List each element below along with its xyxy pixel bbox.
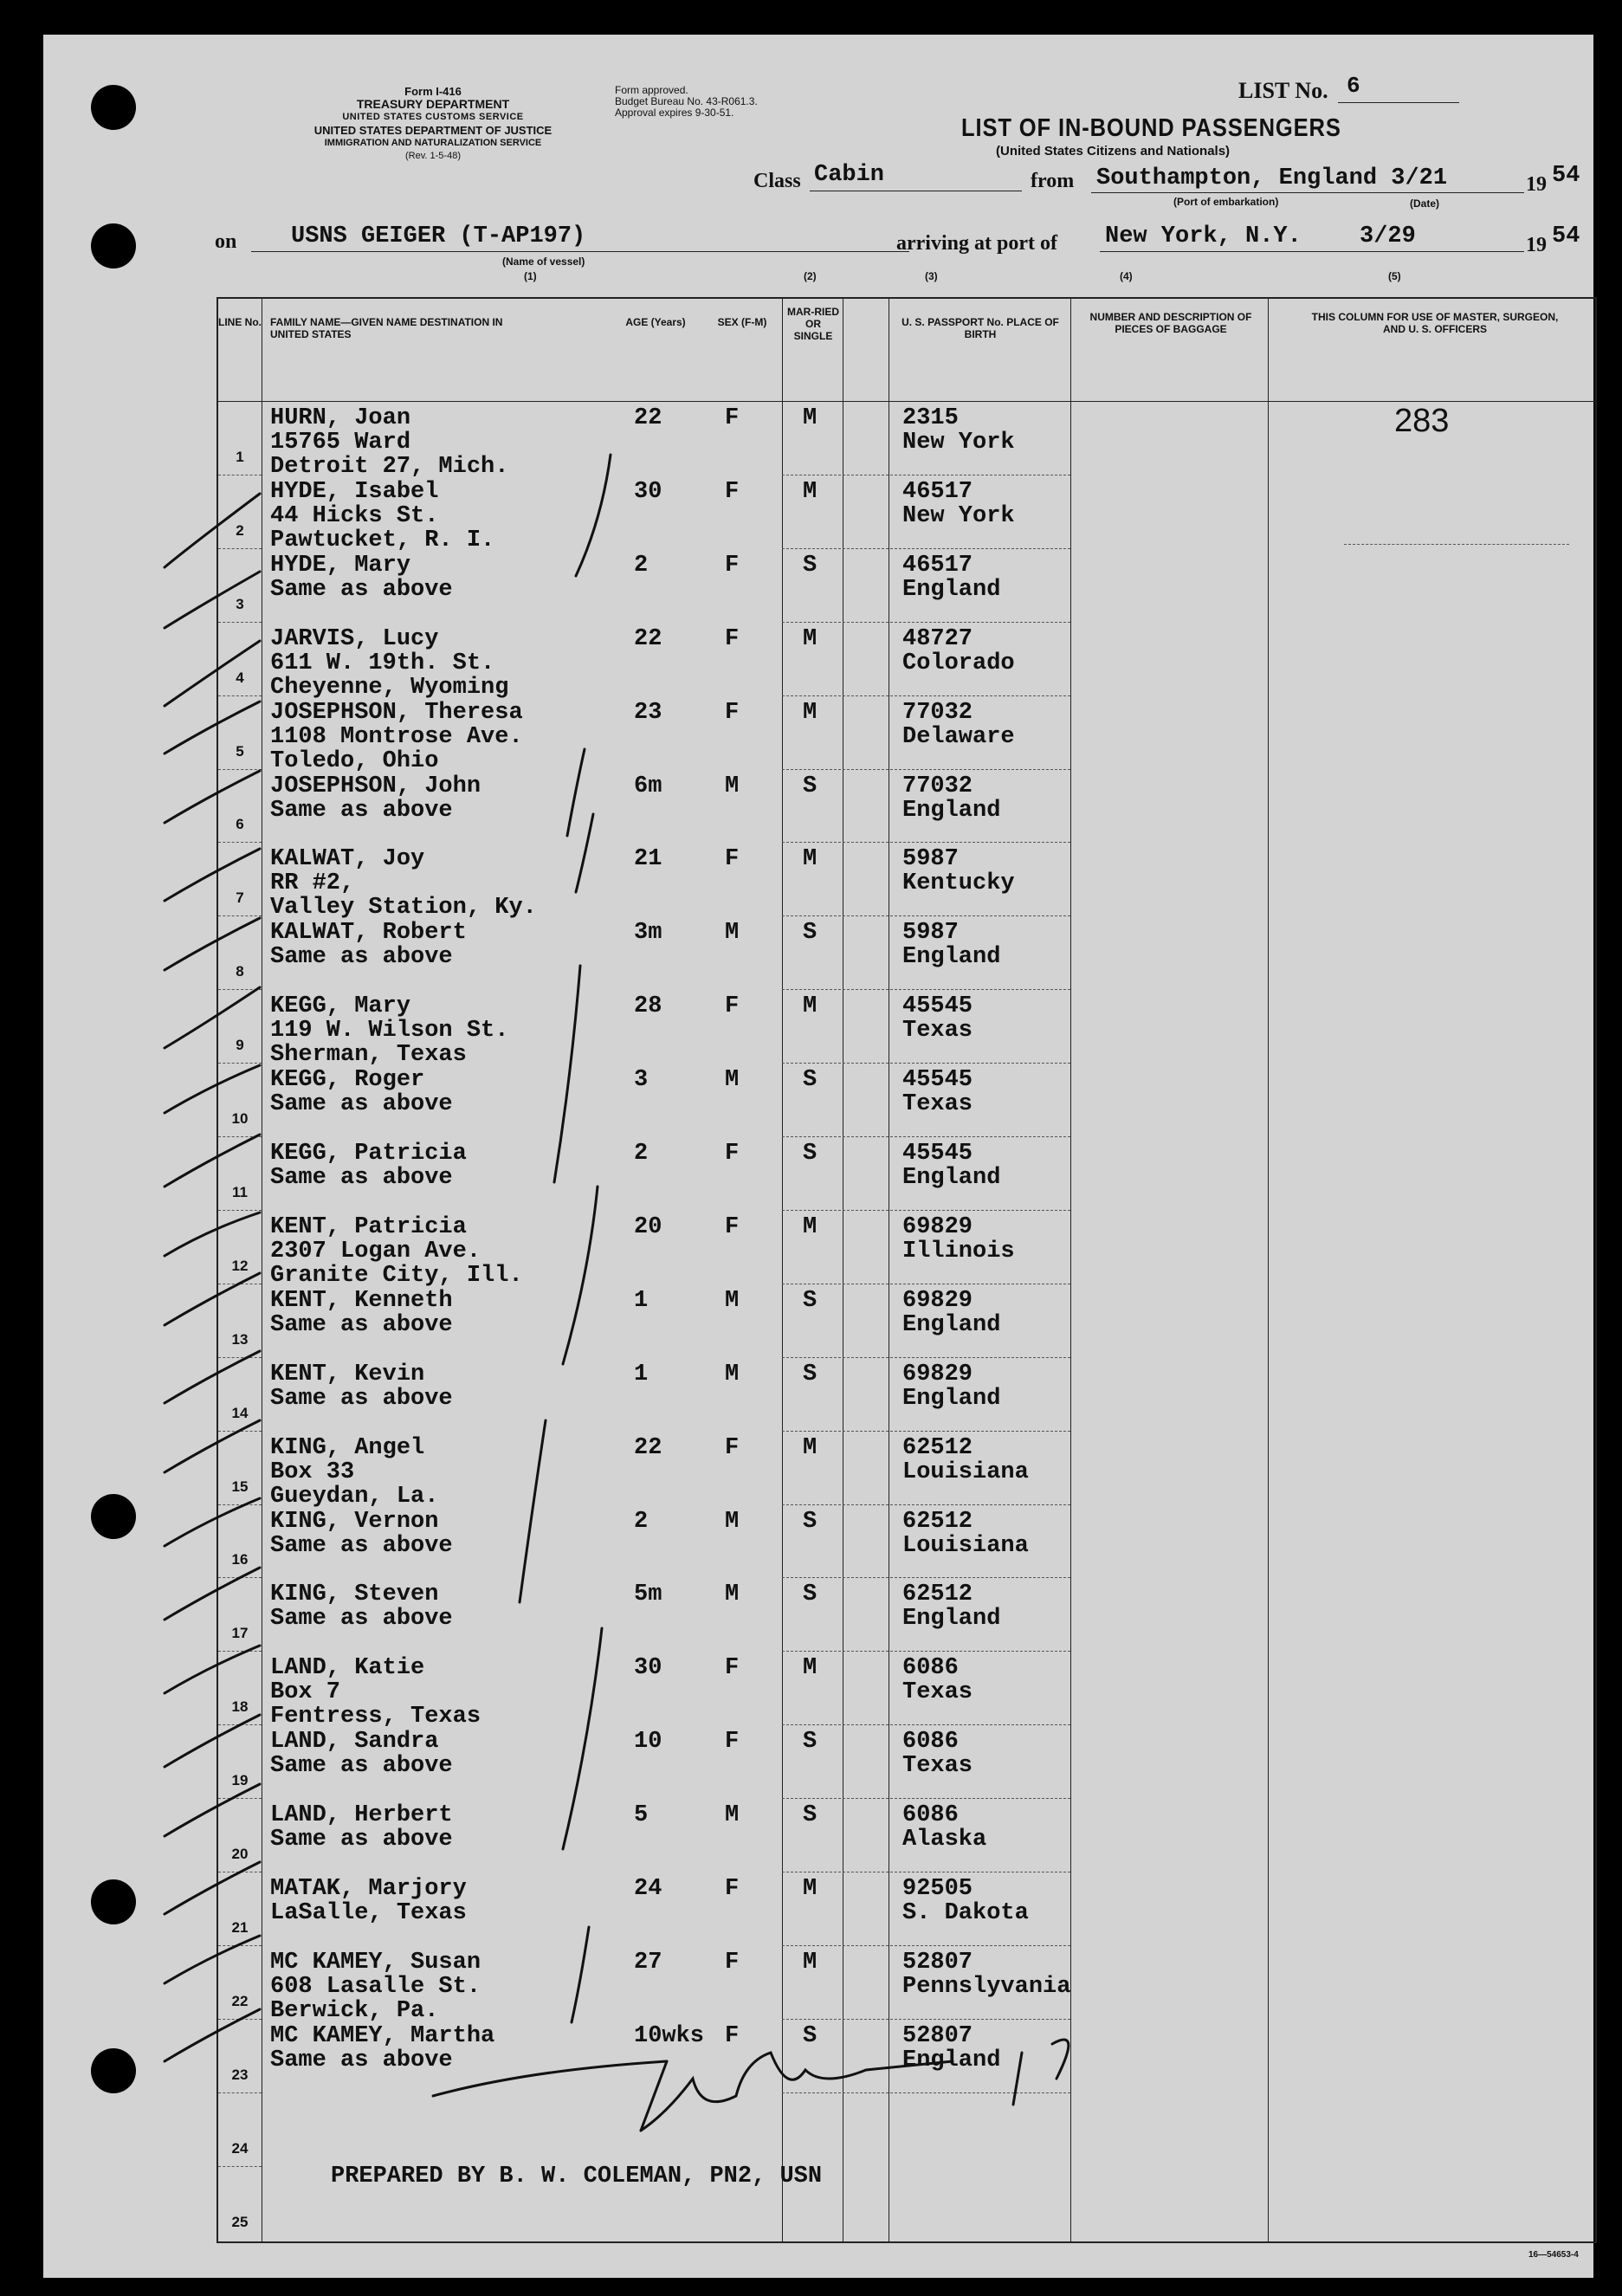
passenger-name: LAND, Katie Box 7 Fentress, Texas (270, 1655, 481, 1730)
passenger-name: KENT, Kevin Same as above (270, 1361, 453, 1412)
dept-treasury-sub: UNITED STATES CUSTOMS SERVICE (342, 112, 524, 122)
passenger-name: KING, Steven Same as above (270, 1581, 453, 1633)
passenger-name: LAND, Sandra Same as above (270, 1729, 453, 1780)
passenger-sex: M (725, 1581, 740, 1608)
passenger-marital: S (803, 552, 817, 579)
dept-treasury: TREASURY DEPARTMENT (356, 97, 510, 111)
line-number: 23 (231, 2066, 249, 2083)
year2-prefix: 19 (1526, 234, 1547, 256)
line-number: 13 (231, 1330, 249, 1348)
passenger-passport: 46517 England (902, 552, 1001, 603)
passenger-marital: M (803, 405, 817, 431)
passenger-name: HYDE, Mary Same as above (270, 552, 453, 603)
passenger-age: 5 (634, 1802, 649, 1829)
arriving-port: New York, N.Y. (1105, 223, 1302, 249)
passenger-sex: F (725, 846, 740, 873)
passenger-name: KENT, Patricia 2307 Logan Ave. Granite City, Ill. (270, 1213, 523, 1289)
officer-note: 283 (1394, 403, 1450, 439)
passenger-passport: 45545 England (902, 1141, 1001, 1191)
passenger-marital: S (803, 1361, 817, 1387)
passenger-passport: 5987 England (902, 920, 1001, 971)
passenger-sex: F (725, 1141, 740, 1167)
passenger-passport: 6086 Texas (902, 1729, 973, 1780)
line-number: 21 (231, 1918, 249, 1936)
line-number: 24 (231, 2139, 249, 2157)
passenger-passport: 46517 New York (902, 478, 1015, 529)
passenger-passport: 62512 England (902, 1581, 1001, 1633)
passenger-sex: F (725, 478, 740, 505)
line-number: 15 (231, 1478, 249, 1495)
passenger-marital: S (803, 1067, 817, 1094)
passenger-age: 2 (634, 552, 649, 579)
passenger-name: HURN, Joan 15765 Ward Detroit 27, Mich. (270, 405, 509, 480)
passenger-age: 10 (634, 1729, 662, 1756)
col-number-2: (2) (804, 270, 817, 282)
line-number: 7 (236, 889, 244, 907)
dept-justice: UNITED STATES DEPARTMENT OF JUSTICE (313, 124, 553, 137)
passenger-sex: F (725, 1655, 740, 1682)
line-number: 4 (236, 669, 244, 686)
class-value: Cabin (814, 162, 885, 188)
passenger-name: KEGG, Roger Same as above (270, 1067, 453, 1118)
passenger-age: 3m (634, 920, 662, 947)
year2-suffix: 54 (1552, 223, 1580, 249)
passenger-passport: 6086 Texas (902, 1655, 973, 1706)
passenger-marital: S (803, 1287, 817, 1314)
passenger-age: 24 (634, 1876, 662, 1902)
passenger-age: 6m (634, 773, 662, 799)
col-number-5: (5) (1388, 270, 1401, 282)
passenger-sex: F (725, 1729, 740, 1756)
passenger-sex: F (725, 1949, 740, 1976)
vessel-name: USNS GEIGER (T-AP197) (291, 223, 586, 249)
passenger-age: 23 (634, 699, 662, 726)
passenger-marital: S (803, 920, 817, 947)
page-subtitle: (United States Citizens and Nationals) (996, 144, 1231, 158)
passenger-marital: S (803, 1141, 817, 1167)
approval-line: Budget Bureau No. 43-R061.3. (615, 95, 758, 107)
passenger-sex: F (725, 405, 740, 431)
line-number: 16 (231, 1551, 249, 1568)
passenger-marital: S (803, 2022, 817, 2049)
line-number: 3 (236, 595, 244, 612)
passenger-name: KEGG, Patricia Same as above (270, 1141, 467, 1191)
passenger-passport: 77032 Delaware (902, 699, 1015, 750)
line-number: 1 (236, 448, 244, 465)
passenger-marital: S (803, 1508, 817, 1535)
passenger-age: 5m (634, 1581, 662, 1608)
passenger-sex: F (725, 1434, 740, 1461)
passenger-age: 30 (634, 1655, 662, 1682)
col-number-1: (1) (524, 270, 537, 282)
passenger-name: MATAK, Marjory LaSalle, Texas (270, 1876, 467, 1926)
passenger-name: LAND, Herbert Same as above (270, 1802, 453, 1853)
page-title: LIST OF IN-BOUND PASSENGERS (961, 114, 1341, 142)
passenger-age: 1 (634, 1287, 649, 1314)
footer-code: 16—54653-4 (1528, 2250, 1579, 2260)
line-number: 2 (236, 521, 244, 539)
passenger-name: KING, Vernon Same as above (270, 1508, 453, 1559)
arriving-date: 3/29 (1360, 223, 1416, 249)
passenger-age: 10wks (634, 2022, 705, 2049)
passenger-marital: M (803, 478, 817, 505)
passenger-passport: 77032 England (902, 773, 1001, 824)
handwritten-marks (43, 35, 1593, 2278)
passenger-name: KALWAT, Robert Same as above (270, 920, 467, 971)
passenger-passport: 45545 Texas (902, 993, 973, 1045)
passenger-marital: M (803, 993, 817, 1020)
passenger-marital: M (803, 1876, 817, 1902)
col-number-3: (3) (925, 270, 938, 282)
passenger-marital: S (803, 1802, 817, 1829)
passenger-age: 30 (634, 478, 662, 505)
passenger-sex: M (725, 1802, 740, 1829)
line-number: 5 (236, 742, 244, 760)
passenger-passport: 62512 Louisiana (902, 1508, 1029, 1559)
passenger-passport: 69829 Illinois (902, 1213, 1015, 1264)
passenger-passport: 62512 Louisiana (902, 1434, 1029, 1485)
passenger-sex: F (725, 993, 740, 1020)
line-number: 25 (231, 2213, 249, 2230)
line-number: 17 (231, 1625, 249, 1642)
line-number: 19 (231, 1772, 249, 1789)
passenger-name: KING, Angel Box 33 Gueydan, La. (270, 1434, 439, 1510)
col-header-baggage: NUMBER AND DESCRIPTION OF PIECES OF BAGGAGE (1089, 311, 1252, 335)
passenger-list-page (43, 35, 1593, 2278)
passenger-name: KALWAT, Joy RR #2, Valley Station, Ky. (270, 846, 537, 922)
passenger-passport: 6086 Alaska (902, 1802, 987, 1853)
passenger-marital: M (803, 1949, 817, 1976)
passenger-sex: M (725, 1508, 740, 1535)
passenger-marital: S (803, 773, 817, 799)
on-label: on (215, 230, 237, 253)
passenger-marital: M (803, 699, 817, 726)
passenger-marital: M (803, 1213, 817, 1240)
passenger-marital: M (803, 846, 817, 873)
passenger-name: KEGG, Mary 119 W. Wilson St. Sherman, Texas (270, 993, 509, 1069)
passenger-name: JARVIS, Lucy 611 W. 19th. St. Cheyenne, Wyoming (270, 625, 509, 701)
passenger-sex: F (725, 699, 740, 726)
passenger-sex: M (725, 1287, 740, 1314)
passenger-name: JOSEPHSON, Theresa 1108 Montrose Ave. Toledo, Ohio (270, 699, 523, 774)
passenger-passport: 92505 S. Dakota (902, 1876, 1029, 1926)
passenger-age: 28 (634, 993, 662, 1020)
line-number: 9 (236, 1037, 244, 1054)
approval-line: Form approved. (615, 84, 688, 96)
date-caption: (Date) (1410, 197, 1440, 210)
col-header-passport: U. S. PASSPORT No. PLACE OF BIRTH (901, 316, 1059, 340)
prepared-by: PREPARED BY B. W. COLEMAN, PN2, USN (331, 2163, 823, 2189)
col-header-married: MAR-RIED OR SINGLE (787, 306, 839, 342)
line-number: 8 (236, 963, 244, 980)
list-no-label: LIST No. (1238, 78, 1328, 103)
arriving-label: arriving at port of (896, 232, 1057, 255)
passenger-age: 1 (634, 1361, 649, 1387)
dept-justice-sub: IMMIGRATION AND NATURALIZATION SERVICE (324, 138, 542, 148)
line-number: 22 (231, 1992, 249, 2009)
line-number: 18 (231, 1698, 249, 1716)
col-header-sex: SEX (F-M) (717, 316, 767, 328)
passenger-name: JOSEPHSON, John Same as above (270, 773, 481, 824)
vessel-caption: (Name of vessel) (502, 255, 585, 268)
passenger-passport: 48727 Colorado (902, 625, 1015, 676)
line-number: 11 (232, 1183, 248, 1200)
passenger-passport: 52807 Pennslyvania (902, 1949, 1071, 2000)
passenger-passport: 69829 England (902, 1287, 1001, 1338)
year1-suffix: 54 (1552, 163, 1580, 189)
approval-line: Approval expires 9-30-51. (615, 107, 734, 119)
col-header-name: FAMILY NAME—GIVEN NAME DESTINATION IN UNITED STATES (270, 316, 503, 340)
line-number: 10 (231, 1110, 249, 1127)
passenger-name: MC KAMEY, Susan 608 Lasalle St. Berwick, Pa. (270, 1949, 481, 2024)
passenger-passport: 45545 Texas (902, 1067, 973, 1118)
line-number: 20 (231, 1846, 249, 1862)
list-no-value: 6 (1347, 73, 1360, 99)
passenger-sex: F (725, 1213, 740, 1240)
col-header-line: LINE No. (218, 316, 262, 328)
line-number: 12 (231, 1257, 249, 1274)
class-label: Class (753, 170, 801, 192)
line-number: 14 (231, 1404, 249, 1421)
passenger-age: 2 (634, 1141, 649, 1167)
from-value: Southampton, England 3/21 (1096, 165, 1448, 191)
passenger-sex: F (725, 2022, 740, 2049)
passenger-name: KENT, Kenneth Same as above (270, 1287, 453, 1338)
passenger-age: 22 (634, 625, 662, 652)
passenger-name: MC KAMEY, Martha Same as above (270, 2022, 495, 2073)
passenger-age: 22 (634, 405, 662, 431)
passenger-age: 21 (634, 846, 662, 873)
passenger-sex: F (725, 552, 740, 579)
passenger-sex: M (725, 773, 740, 799)
passenger-sex: M (725, 1067, 740, 1094)
passenger-age: 3 (634, 1067, 649, 1094)
passenger-sex: F (725, 1876, 740, 1902)
passenger-passport: 52807 England (902, 2022, 1001, 2073)
passenger-marital: S (803, 1581, 817, 1608)
passenger-passport: 2315 New York (902, 405, 1015, 456)
col-header-officers: THIS COLUMN FOR USE OF MASTER, SURGEON, AND U. S. OFFICERS (1311, 311, 1559, 335)
passenger-sex: F (725, 625, 740, 652)
passenger-passport: 5987 Kentucky (902, 846, 1015, 897)
passenger-age: 2 (634, 1508, 649, 1535)
passenger-name: HYDE, Isabel 44 Hicks St. Pawtucket, R. I. (270, 478, 495, 553)
passenger-sex: M (725, 1361, 740, 1387)
passenger-passport: 69829 England (902, 1361, 1001, 1412)
passenger-marital: S (803, 1729, 817, 1756)
col-header-age: AGE (Years) (625, 316, 686, 328)
line-number: 6 (236, 816, 244, 833)
port-embark-caption: (Port of embarkation) (1173, 196, 1279, 208)
passenger-marital: M (803, 1655, 817, 1682)
year1-prefix: 19 (1526, 173, 1547, 196)
passenger-age: 27 (634, 1949, 662, 1976)
from-label: from (1031, 170, 1075, 192)
passenger-marital: M (803, 1434, 817, 1461)
passenger-marital: M (803, 625, 817, 652)
col-number-4: (4) (1120, 270, 1133, 282)
passenger-age: 20 (634, 1213, 662, 1240)
passenger-sex: M (725, 920, 740, 947)
passenger-age: 22 (634, 1434, 662, 1461)
form-revision: (Rev. 1-5-48) (405, 151, 461, 161)
form-number: Form I-416 (404, 85, 462, 98)
